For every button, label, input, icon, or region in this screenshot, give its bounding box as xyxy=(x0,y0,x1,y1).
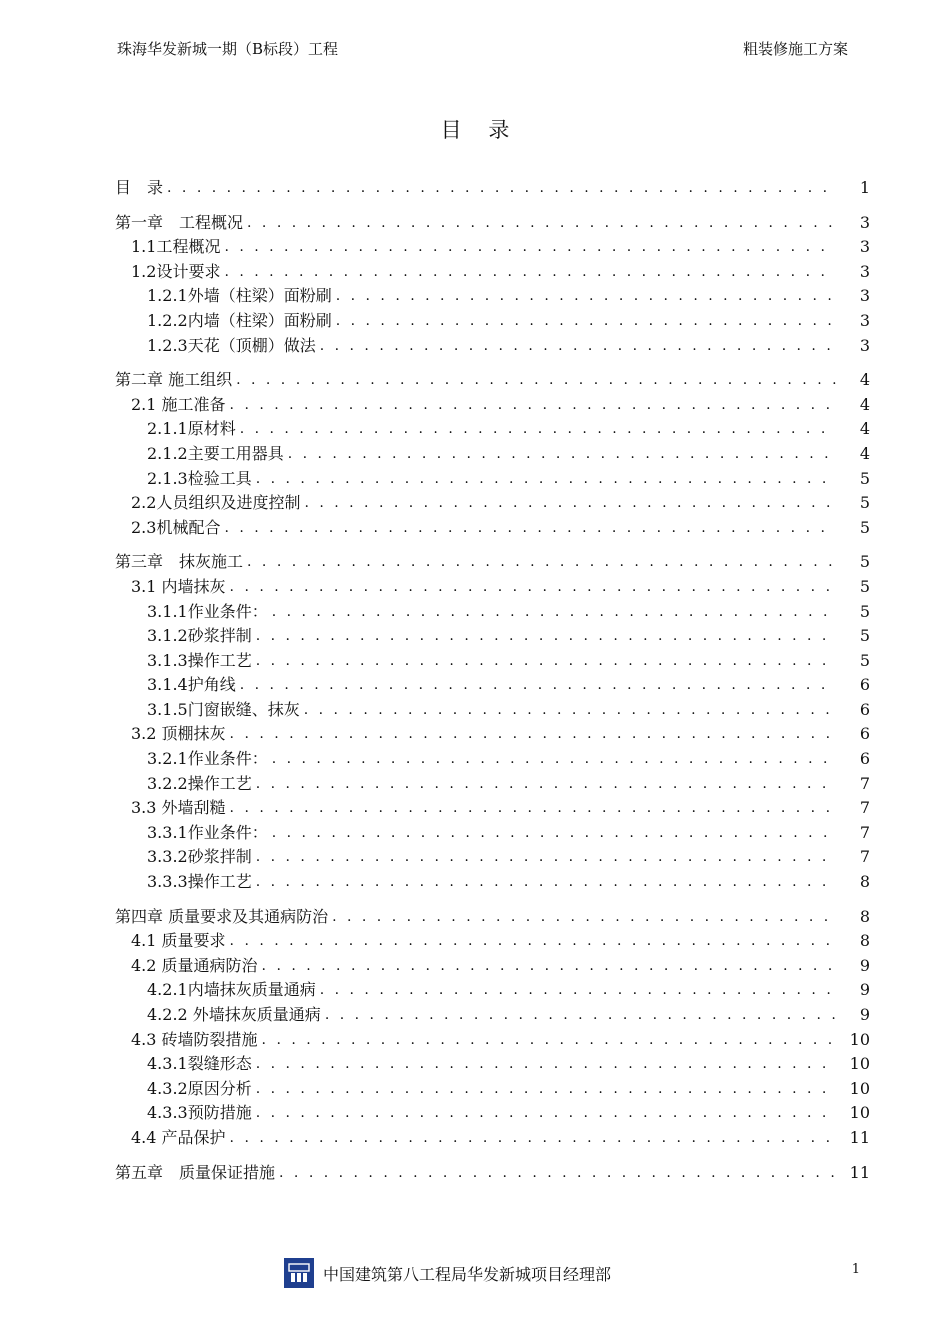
toc-entry-label: 3.2 顶棚抹灰 xyxy=(131,724,226,744)
toc-dot-leader xyxy=(230,929,836,954)
toc-dot-leader xyxy=(262,954,836,979)
toc-dot-leader xyxy=(262,1028,836,1053)
toc-entry-label: 1.2设计要求 xyxy=(131,261,221,281)
toc-dot-leader xyxy=(256,467,836,492)
toc-dot-leader xyxy=(256,1077,836,1102)
toc-entry[interactable] xyxy=(115,368,870,393)
toc-entry-page: 5 xyxy=(859,626,870,646)
toc-dot-leader xyxy=(320,334,836,359)
toc-dot-leader xyxy=(336,284,836,309)
toc-entry-page: 3 xyxy=(859,212,870,232)
toc-dot-leader xyxy=(240,417,836,442)
toc-entry-page: 3 xyxy=(859,261,870,281)
toc-dot-leader xyxy=(247,550,836,575)
toc-entry-page: 3 xyxy=(859,310,870,330)
toc-entry[interactable] xyxy=(115,772,870,797)
toc-entry-label: 第一章 工程概况 xyxy=(115,212,244,232)
toc-dot-leader xyxy=(272,747,836,772)
toc-entry[interactable] xyxy=(115,870,870,895)
toc-entry[interactable] xyxy=(115,1052,870,1077)
toc-entry-label: 4.2 质量通病防治 xyxy=(131,955,258,975)
toc-dot-leader xyxy=(230,575,836,600)
toc-dot-leader xyxy=(236,368,836,393)
toc-entry-label: 3.3.1作业条件： xyxy=(147,822,268,842)
toc-entry-label: 2.1.3检验工具 xyxy=(147,468,252,488)
toc-entry-page: 6 xyxy=(859,724,870,744)
toc-entry[interactable] xyxy=(115,491,870,516)
toc-entry-page: 4 xyxy=(859,394,870,414)
toc-entry[interactable] xyxy=(115,1101,870,1126)
toc-entry[interactable] xyxy=(115,1028,870,1053)
toc-entry[interactable] xyxy=(115,211,870,236)
toc-entry[interactable] xyxy=(115,393,870,418)
toc-dot-leader xyxy=(230,1126,836,1151)
toc-entry[interactable] xyxy=(115,176,870,201)
page-title: 目 录 xyxy=(440,118,520,142)
toc-dot-leader xyxy=(224,235,836,260)
table-of-contents xyxy=(115,176,870,1185)
toc-entry-page: 5 xyxy=(859,493,870,513)
toc-entry-page: 3 xyxy=(859,286,870,306)
toc-entry-page: 5 xyxy=(859,601,870,621)
toc-entry-page: 5 xyxy=(859,576,870,596)
toc-entry-label: 3.3 外墙刮糙 xyxy=(131,798,226,818)
toc-entry-label: 3.1.2砂浆拌制 xyxy=(147,626,252,646)
toc-entry-label: 第四章 质量要求及其通病防治 xyxy=(115,906,329,926)
toc-entry[interactable] xyxy=(115,978,870,1003)
toc-entry-label: 第二章 施工组织 xyxy=(115,370,233,390)
toc-dot-leader xyxy=(325,1003,836,1028)
toc-entry-label: 4.3 砖墙防裂措施 xyxy=(131,1029,258,1049)
toc-entry-page: 3 xyxy=(859,237,870,257)
toc-entry[interactable] xyxy=(115,673,870,698)
toc-entry-page: 9 xyxy=(859,955,870,975)
toc-dot-leader xyxy=(230,393,836,418)
toc-dot-leader xyxy=(272,600,836,625)
toc-dot-leader xyxy=(224,516,836,541)
toc-dot-leader xyxy=(256,1101,836,1126)
toc-dot-leader xyxy=(336,309,836,334)
toc-entry[interactable] xyxy=(115,575,870,600)
toc-entry[interactable] xyxy=(115,235,870,260)
toc-dot-leader xyxy=(304,698,836,723)
toc-entry[interactable] xyxy=(115,929,870,954)
company-logo-icon xyxy=(284,1258,314,1288)
toc-dot-leader xyxy=(256,624,836,649)
toc-entry[interactable] xyxy=(115,600,870,625)
toc-entry-page: 4 xyxy=(859,419,870,439)
toc-entry-page: 6 xyxy=(859,699,870,719)
toc-entry-page: 7 xyxy=(859,822,870,842)
toc-entry-label: 3.1 内墙抹灰 xyxy=(131,576,226,596)
toc-entry-label: 2.1 施工准备 xyxy=(131,394,226,414)
toc-entry-page: 11 xyxy=(849,1127,870,1147)
toc-entry-label: 3.1.5门窗嵌缝、抹灰 xyxy=(147,699,300,719)
header-document-type: 粗装修施工方案 xyxy=(742,40,848,58)
toc-dot-leader xyxy=(256,845,836,870)
toc-dot-leader xyxy=(332,905,836,930)
toc-entry-page: 5 xyxy=(859,552,870,572)
toc-entry-page: 3 xyxy=(859,335,870,355)
toc-entry[interactable] xyxy=(115,550,870,575)
toc-entry-label: 4.1 质量要求 xyxy=(131,931,226,951)
toc-entry-label: 3.2.1作业条件： xyxy=(147,749,268,769)
toc-entry-page: 1 xyxy=(859,178,870,197)
toc-dot-leader xyxy=(256,649,836,674)
toc-entry-label: 1.2.3天花（顶棚）做法 xyxy=(147,335,316,355)
toc-entry-label: 第五章 质量保证措施 xyxy=(115,1162,276,1182)
toc-entry[interactable] xyxy=(115,516,870,541)
toc-entry-page: 7 xyxy=(859,847,870,867)
toc-dot-leader xyxy=(279,1161,836,1186)
toc-entry-label: 3.1.3操作工艺 xyxy=(147,650,252,670)
toc-dot-leader xyxy=(320,978,836,1003)
toc-entry[interactable] xyxy=(115,309,870,334)
toc-entry-page: 5 xyxy=(859,517,870,537)
toc-entry-page: 8 xyxy=(859,931,870,951)
toc-entry[interactable] xyxy=(115,905,870,930)
toc-entry[interactable] xyxy=(115,747,870,772)
toc-entry-label: 4.3.3预防措施 xyxy=(147,1103,252,1123)
toc-dot-leader xyxy=(288,442,836,467)
toc-entry[interactable] xyxy=(115,467,870,492)
toc-entry-label: 4.3.2原因分析 xyxy=(147,1078,252,1098)
toc-entry-page: 10 xyxy=(849,1103,870,1123)
page-number: 1 xyxy=(851,1262,860,1277)
toc-entry-page: 4 xyxy=(859,443,870,463)
toc-entry-page: 11 xyxy=(849,1162,870,1182)
footer xyxy=(284,1258,611,1288)
toc-entry-page: 6 xyxy=(859,675,870,695)
toc-dot-leader xyxy=(304,491,836,516)
toc-entry-label: 2.2人员组织及进度控制 xyxy=(131,493,301,513)
toc-entry-label: 2.3机械配合 xyxy=(131,517,221,537)
toc-dot-leader xyxy=(256,870,836,895)
toc-dot-leader xyxy=(224,260,836,285)
toc-entry-label: 3.1.4护角线 xyxy=(147,675,236,695)
toc-entry-label: 1.2.2内墙（柱梁）面粉刷 xyxy=(147,310,332,330)
toc-entry[interactable] xyxy=(115,1126,870,1151)
toc-entry[interactable] xyxy=(115,821,870,846)
toc-dot-leader xyxy=(256,1052,836,1077)
toc-dot-leader xyxy=(256,772,836,797)
toc-entry-page: 9 xyxy=(859,980,870,1000)
toc-entry-page: 9 xyxy=(859,1005,870,1024)
toc-entry-label: 4.3.1裂缝形态 xyxy=(147,1054,252,1074)
toc-entry-label: 3.1.1作业条件： xyxy=(147,601,268,621)
toc-entry[interactable] xyxy=(115,1161,870,1186)
toc-entry-label: 2.1.1原材料 xyxy=(147,419,236,439)
toc-entry-page: 7 xyxy=(859,773,870,793)
header-project-name: 珠海华发新城一期（B标段）工程 xyxy=(117,40,339,58)
toc-entry[interactable] xyxy=(115,334,870,359)
toc-entry-page: 8 xyxy=(859,872,870,892)
toc-dot-leader xyxy=(272,821,836,846)
toc-entry-label: 1.1工程概况 xyxy=(131,237,221,257)
toc-entry[interactable] xyxy=(115,284,870,309)
toc-entry[interactable] xyxy=(115,442,870,467)
toc-entry[interactable] xyxy=(115,260,870,285)
toc-dot-leader xyxy=(240,673,836,698)
toc-entry-label: 3.3.2砂浆拌制 xyxy=(147,847,252,867)
toc-entry[interactable] xyxy=(115,954,870,979)
toc-entry-page: 6 xyxy=(859,749,870,769)
toc-entry[interactable] xyxy=(115,796,870,821)
toc-entry[interactable] xyxy=(115,845,870,870)
toc-entry-page: 10 xyxy=(849,1054,870,1074)
toc-entry-page: 4 xyxy=(859,370,870,390)
toc-entry[interactable] xyxy=(115,1003,870,1028)
toc-dot-leader xyxy=(167,176,836,201)
toc-entry-label: 3.2.2操作工艺 xyxy=(147,773,252,793)
toc-entry[interactable] xyxy=(115,1077,870,1102)
toc-entry-label: 3.3.3操作工艺 xyxy=(147,872,252,892)
toc-entry-label: 4.4 产品保护 xyxy=(131,1127,226,1147)
toc-entry[interactable] xyxy=(115,698,870,723)
toc-entry-label: 目 录 xyxy=(115,178,164,197)
toc-entry-page: 10 xyxy=(849,1078,870,1098)
toc-entry-page: 10 xyxy=(849,1029,870,1049)
toc-dot-leader xyxy=(230,796,836,821)
toc-dot-leader xyxy=(230,722,836,747)
toc-entry-page: 5 xyxy=(859,650,870,670)
toc-entry[interactable] xyxy=(115,722,870,747)
toc-entry[interactable] xyxy=(115,417,870,442)
toc-dot-leader xyxy=(247,211,836,236)
toc-entry[interactable] xyxy=(115,649,870,674)
toc-entry-label: 第三章 抹灰施工 xyxy=(115,552,244,572)
toc-entry-label: 2.1.2主要工用器具 xyxy=(147,443,284,463)
toc-entry-page: 5 xyxy=(859,468,870,488)
toc-entry-page: 8 xyxy=(859,906,870,926)
toc-entry-label: 4.2.2 外墙抹灰质量通病 xyxy=(147,1005,321,1024)
toc-entry-label: 4.2.1内墙抹灰质量通病 xyxy=(147,980,316,1000)
toc-entry[interactable] xyxy=(115,624,870,649)
toc-entry-label: 1.2.1外墙（柱梁）面粉刷 xyxy=(147,286,332,306)
footer-company-name: 中国建筑第八工程局华发新城项目经理部 xyxy=(323,1264,612,1284)
toc-entry-page: 7 xyxy=(859,798,870,818)
